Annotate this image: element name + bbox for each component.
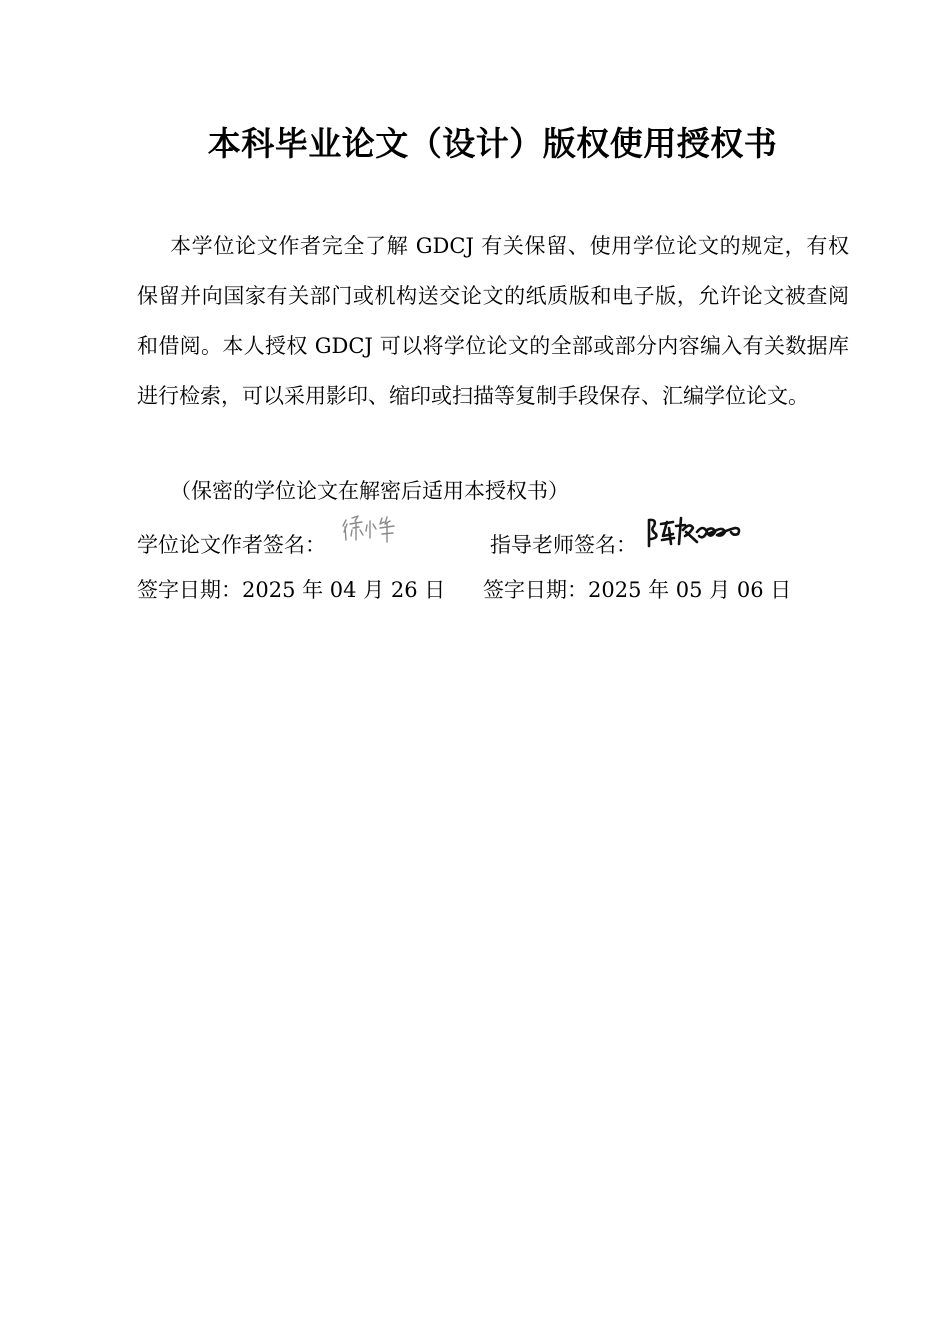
advisor-signature-image <box>645 514 745 550</box>
author-signature-label: 学位论文作者签名： <box>137 533 326 557</box>
advisor-signature-label: 指导老师签名： <box>490 533 637 557</box>
confidential-note: （保密的学位论文在解密后适用本授权书） <box>170 479 569 503</box>
page-title: 本科毕业论文（设计）版权使用授权书 <box>207 124 778 163</box>
advisor-sign-date: 签字日期：2025 年 05 月 06 日 <box>483 578 792 602</box>
author-sign-date: 签字日期：2025 年 04 月 26 日 <box>137 578 446 602</box>
author-signature-image <box>340 512 410 546</box>
authorization-paragraph: 本学位论文作者完全了解 GDCJ 有关保留、使用学位论文的规定，有权保留并向国家有关部门或机构送交论文的纸质版和电子版，允许论文被查阅和借阅。本人授权 GDCJ 可以将学位论文的全部或部分内容编入有关数据库进行检索，可以采用影印、缩印或扫描等复制手段保存、汇编学位论文。 <box>137 234 849 408</box>
